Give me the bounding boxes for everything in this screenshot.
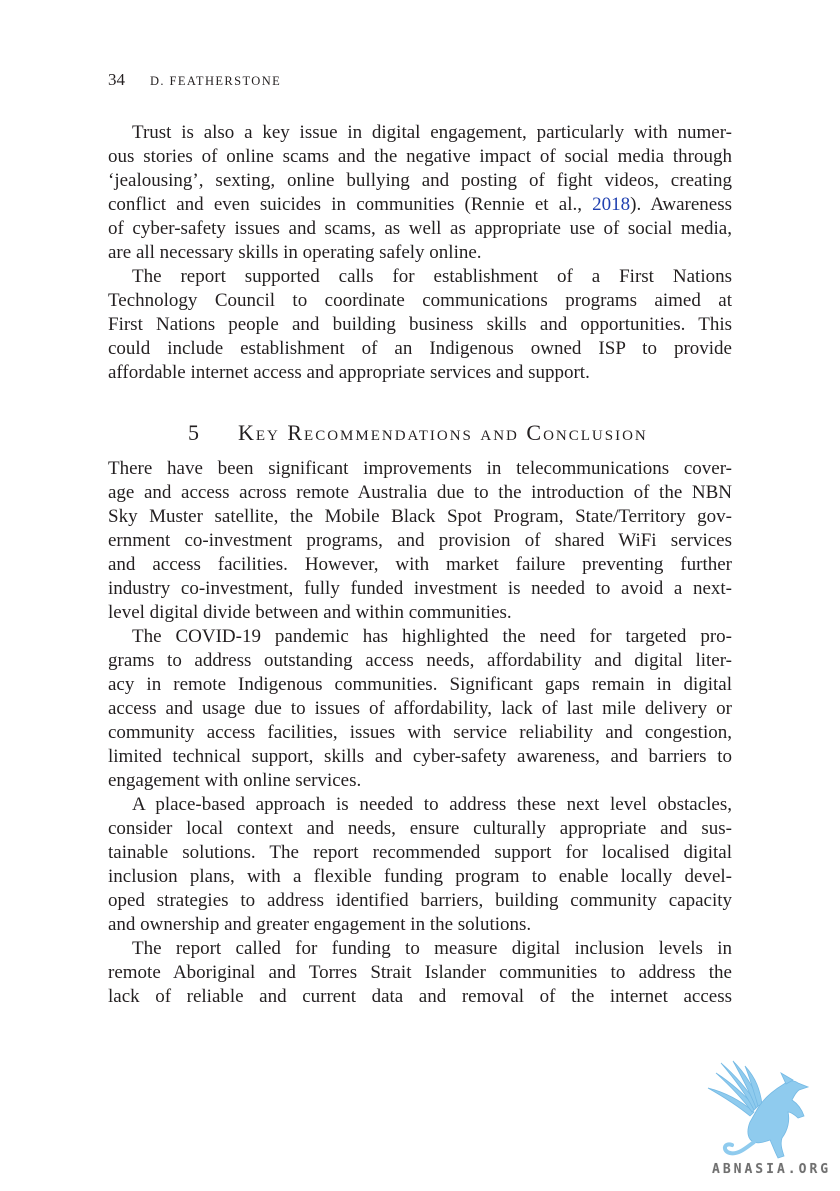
- text-line: The report supported calls for establishment of a First Nations: [132, 266, 732, 287]
- text-line: First Nations people and building business skills and opportunities. This: [108, 314, 732, 335]
- text-line: and access facilities. However, with market failure preventing further: [108, 554, 732, 575]
- watermark-text: ABNASIA.ORG: [712, 1162, 832, 1177]
- text-segment: ). Awareness: [630, 194, 732, 215]
- text-line: [108, 193, 732, 217]
- text-line: access and usage due to issues of affordability, lack of last mile delivery or: [108, 698, 732, 719]
- body-text-before-section: [108, 121, 732, 385]
- text-line: There have been significant improvements in telecommunications cover-: [108, 458, 732, 479]
- text-line: The report called for funding to measure digital inclusion levels in: [132, 938, 732, 959]
- paragraph: [108, 625, 732, 793]
- text-line: affordable internet access and appropriate services and support.: [108, 362, 590, 383]
- text-line: Technology Council to coordinate communications programs aimed at: [108, 290, 732, 311]
- text-segment: conflict and even suicides in communities (Rennie et al.,: [108, 194, 593, 215]
- text-line: ous stories of online scams and the negative impact of social media through: [108, 146, 732, 167]
- text-line: tainable solutions. The report recommended support for localised digital: [108, 842, 732, 863]
- text-line: grams to address outstanding access needs, affordability and digital liter-: [108, 650, 732, 671]
- text-line: remote Aboriginal and Torres Strait Islander communities to address the: [108, 962, 732, 983]
- section-number: 5: [188, 420, 199, 445]
- page-number: 34: [108, 70, 125, 89]
- paragraph: [108, 937, 732, 1009]
- citation-link[interactable]: 2018: [592, 194, 631, 215]
- text-line: limited technical support, skills and cyber-safety awareness, and barriers to: [108, 746, 732, 767]
- text-line: lack of reliable and current data and removal of the internet access: [108, 986, 732, 1007]
- text-line: and ownership and greater engagement in the solutions.: [108, 914, 532, 935]
- text-line: The COVID-19 pandemic has highlighted the need for targeted pro-: [132, 626, 732, 647]
- text-line: acy in remote Indigenous communities. Significant gaps remain in digital: [108, 674, 732, 695]
- winged-griffin-icon: [698, 1058, 818, 1168]
- text-line: ernment co-investment programs, and provision of shared WiFi services: [108, 530, 732, 551]
- text-line: industry co-investment, fully funded investment is needed to avoid a next-: [108, 578, 732, 599]
- text-line: engagement with online services.: [108, 770, 362, 791]
- text-line: of cyber-safety issues and scams, as well as appropriate use of social media,: [108, 218, 732, 239]
- text-line: age and access across remote Australia due to the introduction of the NBN: [108, 482, 732, 503]
- text-line: could include establishment of an Indigenous owned ISP to provide: [108, 338, 732, 359]
- paragraph: [108, 265, 732, 385]
- running-head-author: D. FEATHERSTONE: [150, 74, 282, 88]
- text-line: oped strategies to address identified barriers, building community capacity: [108, 890, 732, 911]
- text-line: Trust is also a key issue in digital engagement, particularly with numer-: [132, 122, 732, 143]
- section-body: [108, 457, 732, 1009]
- section-title: Key Recommendations and Conclusion: [238, 420, 648, 445]
- text-line: A place-based approach is needed to address these next level obstacles,: [132, 794, 732, 815]
- text-line: community access facilities, issues with service reliability and congestion,: [108, 722, 732, 743]
- paragraph: [108, 457, 732, 625]
- text-line: inclusion plans, with a flexible funding program to enable locally devel-: [108, 866, 732, 887]
- text-line: Sky Muster satellite, the Mobile Black Spot Program, State/Territory gov-: [108, 506, 732, 527]
- paragraph: [108, 121, 732, 265]
- text-line: level digital divide between and within communities.: [108, 602, 512, 623]
- text-line: are all necessary skills in operating safely online.: [108, 242, 482, 263]
- paragraph: [108, 793, 732, 937]
- text-line: ‘jealousing’, sexting, online bullying and posting of fight videos, creating: [108, 170, 732, 191]
- text-line: consider local context and needs, ensure culturally appropriate and sus-: [108, 818, 732, 839]
